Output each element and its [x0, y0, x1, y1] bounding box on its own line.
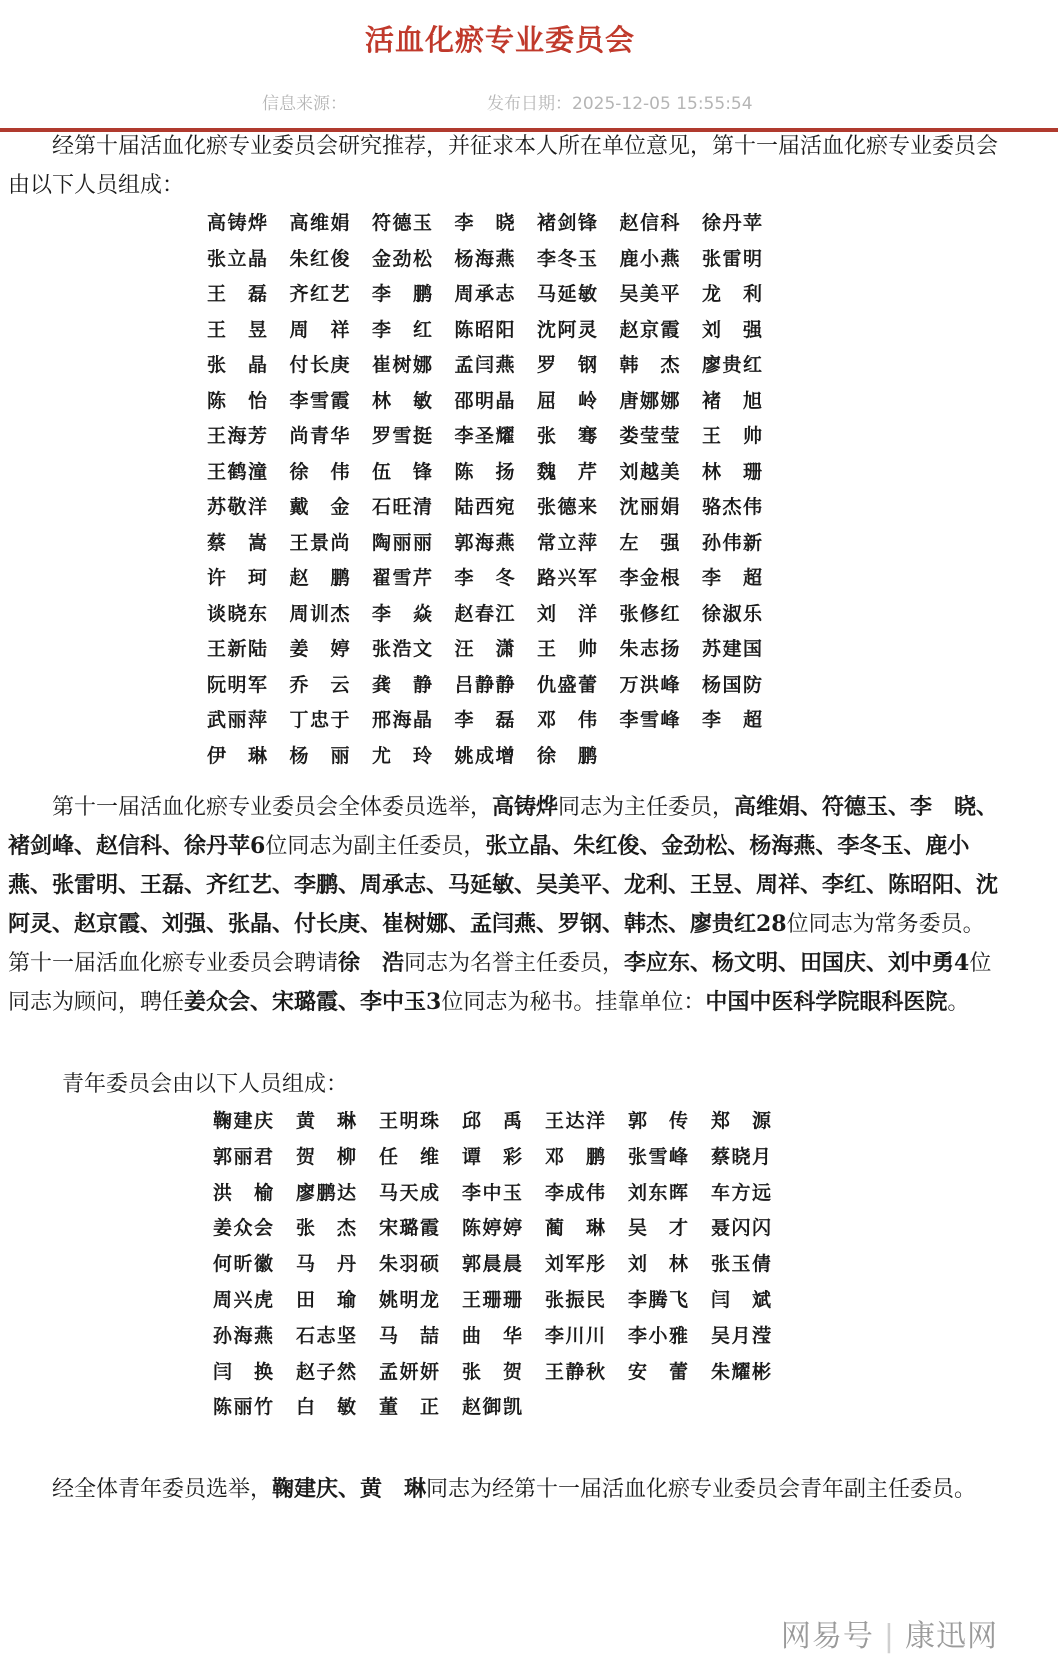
member-name: 徐丹苹 [702, 212, 762, 234]
member-name: 刘 洋 [537, 602, 597, 625]
member-name: 路兴军 [537, 567, 597, 589]
youth-member-name: 洪 榆 [213, 1181, 273, 1204]
member-name: 陈 扬 [454, 460, 515, 483]
member-name: 张浩文 [372, 638, 432, 660]
member-name: 高铸烨 [207, 212, 267, 234]
member-name: 李 冬 [454, 567, 515, 589]
youth-member-name: 张 贺 [462, 1360, 522, 1383]
member-name: 王 帅 [537, 638, 597, 660]
youth-member-name: 聂闪闪 [711, 1217, 771, 1240]
youth-member-name: 何昕徽 [213, 1253, 273, 1276]
member-name: 戴 金 [289, 496, 350, 518]
youth-member-name: 孟妍妍 [379, 1360, 439, 1383]
member-name: 刘 强 [702, 318, 762, 341]
youth-election-text: 同志为经第十一届活血化瘀专业委员会青年副主任委员。 [426, 1477, 977, 1502]
youth-member-name: 姜众会 [213, 1217, 273, 1240]
member-name: 张雷明 [702, 247, 762, 270]
youth-member-name: 田 瑜 [296, 1289, 356, 1311]
member-name: 赵春江 [454, 602, 515, 625]
member-name: 崔树娜 [372, 354, 432, 376]
member-name: 张 晶 [207, 354, 267, 376]
youth-member-name: 张 杰 [296, 1217, 356, 1240]
member-name: 杨 丽 [289, 744, 350, 767]
standing-member-names: 张立晶、朱红俊、金劲松、杨海燕、李冬玉、鹿小燕、张雷明、王磊、齐红艺、李鹏、周承志、马延敏、吴美平、龙利、王昱、周祥、李红、陈昭阳、沈阿灵、赵京霞、刘强、张晶、付长庚、崔树娜、孟闫燕、罗钢、韩杰、廖贵红28 [8, 833, 999, 937]
member-name: 褚剑锋 [537, 212, 597, 234]
member-name: 骆杰伟 [702, 496, 762, 518]
member-name: 朱红俊 [289, 247, 350, 270]
youth-member-name: 曲 华 [462, 1324, 522, 1347]
youth-member-name: 鞠建庆 [213, 1110, 273, 1132]
member-name: 廖贵红 [702, 354, 762, 376]
youth-member-name: 朱羽硕 [379, 1253, 439, 1276]
vice-director-names: 高维娟、符德玉、李 晓、褚剑峰、赵信科、徐丹苹6 [8, 794, 999, 859]
election-text: 同志为名誉主任委员， [404, 951, 625, 976]
youth-member-name: 刘东晖 [628, 1181, 688, 1204]
intro-paragraph: 经第十届活血化瘀专业委员会研究推荐，并征求本人所在单位意见，第十一届活血化瘀专业委员会由以下人员组成： [8, 134, 999, 198]
youth-member-name: 李川川 [545, 1324, 605, 1347]
youth-member-name: 王明珠 [379, 1110, 439, 1132]
member-name: 陶丽丽 [372, 531, 432, 554]
member-name: 徐淑乐 [702, 602, 762, 625]
member-name: 赵京霞 [619, 318, 680, 341]
member-name: 丁忠于 [289, 709, 350, 731]
youth-member-name: 石志坚 [296, 1324, 356, 1347]
youth-member-name: 宋璐霞 [379, 1217, 439, 1240]
member-name: 陈 怡 [207, 389, 267, 412]
youth-member-name: 郭 传 [628, 1110, 688, 1132]
youth-member-name: 孙海燕 [213, 1324, 273, 1347]
youth-member-name: 张玉倩 [711, 1253, 771, 1276]
member-name: 许 珂 [207, 567, 267, 589]
member-name: 王 磊 [207, 283, 267, 305]
member-name: 李 超 [702, 567, 762, 589]
advisor-names: 李应东、杨文明、田国庆、刘中勇4 [624, 950, 970, 976]
youth-member-name: 闫 换 [213, 1360, 273, 1383]
secretary-names: 姜众会、宋璐霞、李中玉3 [184, 989, 442, 1015]
member-name: 周承志 [454, 283, 515, 305]
youth-member-name: 张雪峰 [628, 1145, 688, 1168]
publish-date: 发布日期：2025-12-05 15:55:54 [487, 94, 753, 114]
member-name: 邢海晶 [372, 709, 432, 731]
member-name: 韩 杰 [619, 354, 680, 376]
member-name: 王 昱 [207, 318, 267, 341]
article-meta [262, 89, 962, 114]
member-name: 王新陆 [207, 638, 267, 660]
member-name: 邵明晶 [454, 389, 515, 412]
member-name: 李 焱 [372, 602, 432, 625]
member-name: 万洪峰 [619, 673, 680, 696]
member-name: 齐红艺 [289, 283, 350, 305]
youth-member-name: 李腾飞 [628, 1289, 688, 1311]
youth-member-name: 李小雅 [628, 1324, 688, 1347]
member-name: 李圣耀 [454, 425, 515, 447]
member-name: 李 超 [702, 709, 762, 731]
youth-member-name: 王静秋 [545, 1360, 605, 1383]
member-name: 徐 伟 [289, 460, 350, 483]
youth-member-name: 郭晨晨 [462, 1253, 522, 1276]
election-text: 位同志为秘书。挂靠单位： [441, 990, 706, 1015]
host-institution: 中国中医科学院眼科医院 [705, 989, 948, 1015]
youth-member-name: 马 喆 [379, 1324, 439, 1347]
youth-member-name: 吴月滢 [711, 1324, 771, 1347]
election-text: 同志为主任委员， [558, 795, 735, 820]
youth-member-name: 董 正 [379, 1396, 439, 1419]
election-text: 。 [947, 990, 970, 1015]
member-name: 张修红 [619, 602, 680, 625]
member-name: 汪 潇 [454, 638, 515, 660]
member-name: 屈 岭 [537, 389, 597, 412]
member-name: 李 鹏 [372, 283, 432, 305]
member-name: 徐 鹏 [537, 744, 597, 767]
member-name: 尤 玲 [372, 744, 432, 767]
member-name: 鹿小燕 [619, 247, 680, 270]
member-name: 周 祥 [289, 318, 350, 341]
youth-member-name: 邓 鹏 [545, 1145, 605, 1168]
member-name: 褚 旭 [702, 389, 762, 412]
youth-member-name: 陈婷婷 [462, 1217, 522, 1240]
member-name: 林 珊 [702, 460, 762, 483]
member-name: 沈阿灵 [537, 318, 597, 341]
member-name: 杨海燕 [454, 247, 515, 270]
youth-member-name: 任 维 [379, 1145, 439, 1168]
member-name: 娄莹莹 [619, 425, 680, 447]
member-name: 蔡 嵩 [207, 531, 267, 554]
member-name: 李金根 [619, 567, 680, 589]
member-name: 魏 芹 [537, 460, 597, 483]
member-name: 李 红 [372, 318, 432, 341]
member-name: 金劲松 [372, 247, 432, 270]
member-name: 张 骞 [537, 425, 597, 447]
member-name: 苏建国 [702, 638, 762, 660]
member-name: 仇盛蕾 [537, 673, 597, 696]
member-name: 罗 钢 [537, 354, 597, 376]
youth-member-name: 廖鹏达 [296, 1181, 356, 1204]
honorary-director-name: 徐 浩 [338, 950, 405, 976]
member-name: 赵信科 [619, 212, 680, 234]
youth-member-name: 吴 才 [628, 1217, 688, 1240]
member-name: 郭海燕 [454, 531, 515, 554]
member-name: 刘越美 [619, 460, 680, 483]
watermark-kangxun: 康迅网 [905, 1619, 998, 1654]
member-name: 李 磊 [454, 709, 515, 731]
member-name: 龙 利 [702, 283, 762, 305]
member-name: 石旺清 [372, 496, 432, 518]
member-name: 左 强 [619, 531, 680, 554]
member-name: 常立萍 [537, 531, 597, 554]
youth-member-name: 张振民 [545, 1289, 605, 1311]
youth-member-name: 刘军彤 [545, 1253, 605, 1276]
member-name: 王 帅 [702, 425, 762, 447]
member-name: 陈昭阳 [454, 318, 515, 341]
member-name: 孟闫燕 [454, 354, 515, 376]
member-name: 邓 伟 [537, 709, 597, 731]
member-name: 沈丽娟 [619, 496, 680, 518]
member-name: 阮明军 [207, 673, 267, 696]
member-name: 龚 静 [372, 673, 432, 696]
director-name: 高铸烨 [492, 794, 559, 820]
member-name: 姚成增 [454, 744, 515, 767]
youth-member-name: 谭 彩 [462, 1145, 522, 1168]
youth-member-name: 赵子然 [296, 1360, 356, 1383]
election-text: 位同志为顾问，聘任 [8, 951, 992, 1015]
member-name: 李雪峰 [619, 709, 680, 731]
youth-member-name: 赵御凯 [462, 1396, 522, 1419]
youth-member-name: 朱耀彬 [711, 1360, 771, 1383]
member-name: 吕静静 [454, 673, 515, 696]
youth-member-name: 黄 琳 [296, 1110, 356, 1132]
youth-member-name: 王达洋 [545, 1110, 605, 1132]
member-name: 高维娟 [289, 212, 350, 234]
member-name: 杨国防 [702, 673, 762, 696]
youth-member-name: 王珊珊 [462, 1289, 522, 1311]
member-name: 李冬玉 [537, 247, 597, 270]
member-name: 周训杰 [289, 602, 350, 625]
youth-member-name: 蔺 琳 [545, 1217, 605, 1240]
member-name: 罗雪挺 [372, 425, 432, 447]
member-name: 伍 锋 [372, 460, 432, 483]
member-name: 尚青华 [289, 425, 350, 447]
youth-member-name: 闫 斌 [711, 1289, 771, 1311]
member-name: 唐娜娜 [619, 389, 680, 412]
member-name: 马延敏 [537, 283, 597, 305]
youth-member-name: 郭丽君 [213, 1145, 273, 1168]
youth-member-name: 李成伟 [545, 1181, 605, 1204]
member-name: 谈晓东 [207, 602, 267, 625]
member-name: 王鹤潼 [207, 460, 267, 483]
youth-member-name: 郑 源 [711, 1110, 771, 1132]
member-name: 符德玉 [372, 212, 432, 234]
election-text: 位同志为常务委员。第十一届活血化瘀专业委员会聘请 [8, 912, 985, 976]
member-name: 付长庚 [289, 354, 350, 376]
member-name: 朱志扬 [619, 638, 680, 660]
source-watermark [781, 1611, 998, 1655]
youth-member-name: 姚明龙 [379, 1289, 439, 1311]
watermark-separator: | [883, 1619, 895, 1654]
youth-vice-director-names: 鞠建庆、黄 琳 [272, 1476, 427, 1502]
member-name: 王景尚 [289, 531, 350, 554]
youth-member-name: 马 丹 [296, 1253, 356, 1276]
member-name: 乔 云 [289, 673, 350, 696]
member-name: 伊 琳 [207, 744, 267, 767]
election-text: 位同志为副主任委员， [265, 834, 486, 859]
info-source: 信息来源： [262, 94, 347, 114]
youth-election-paragraph [8, 1470, 1003, 1509]
youth-election-text: 经全体青年委员选举， [52, 1477, 273, 1502]
youth-member-name: 安 蕾 [628, 1360, 688, 1383]
member-name: 孙伟新 [702, 531, 762, 554]
member-name: 李雪霞 [289, 389, 350, 412]
youth-member-name: 车方远 [711, 1181, 771, 1204]
member-name: 苏敬洋 [207, 496, 267, 518]
member-name: 张立晶 [207, 247, 267, 270]
member-name: 李 晓 [454, 212, 515, 234]
youth-member-name: 白 敏 [296, 1396, 356, 1419]
member-name: 陆西宛 [454, 496, 515, 518]
youth-member-name: 马天成 [379, 1181, 439, 1204]
member-name: 翟雪芹 [372, 567, 432, 589]
election-text: 第十一届活血化瘀专业委员会全体委员选举， [52, 795, 493, 820]
page-title: 活血化瘀专业委员会 [364, 23, 635, 57]
youth-member-name: 蔡晓月 [711, 1145, 771, 1168]
member-name: 赵 鹏 [289, 567, 350, 589]
member-name: 林 敏 [372, 389, 432, 412]
member-name: 武丽萍 [207, 709, 267, 731]
member-name: 张德来 [537, 496, 597, 518]
youth-member-name: 李中玉 [462, 1181, 522, 1204]
youth-member-name: 周兴虎 [213, 1289, 273, 1311]
election-paragraph [8, 788, 1003, 1022]
youth-member-name: 邱 禹 [462, 1110, 522, 1132]
youth-member-name: 刘 林 [628, 1253, 688, 1276]
member-name: 王海芳 [207, 425, 267, 447]
youth-member-name: 贺 柳 [296, 1145, 356, 1168]
member-name: 姜 婷 [289, 638, 350, 660]
member-name: 吴美平 [619, 283, 680, 305]
youth-committee-intro: 青年委员会由以下人员组成： [62, 1072, 349, 1097]
watermark-netease: 网易号 [780, 1619, 874, 1654]
youth-member-name: 陈丽竹 [213, 1396, 273, 1419]
